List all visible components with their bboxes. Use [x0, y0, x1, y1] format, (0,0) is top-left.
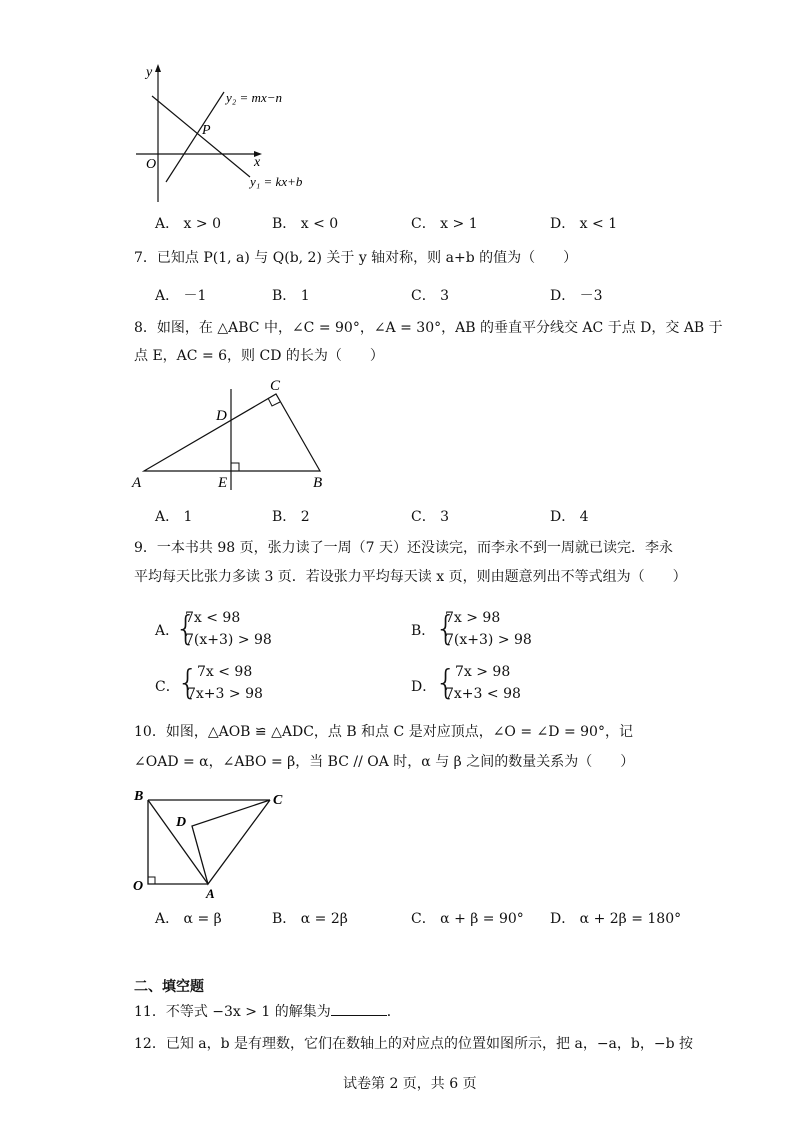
- q6-line1-label: y₁ = kx+b: [250, 174, 303, 189]
- q8-text-line2: 点 E，AC = 6，则 CD 的长为（ ）: [134, 348, 384, 364]
- q6-origin-label: O: [146, 157, 157, 172]
- q10-label-c: C: [273, 793, 283, 808]
- q9-option-c-label: C．: [155, 679, 180, 695]
- q10-option-a[interactable]: A． α = β: [155, 911, 222, 927]
- q9-option-c-ineq2: 7x+3 > 98: [187, 686, 263, 702]
- q9-option-c-ineq1: 7x < 98: [197, 664, 253, 680]
- q10-label-a: A: [206, 886, 215, 901]
- q8-option-d[interactable]: D． 4: [550, 509, 589, 525]
- q12-text: 12．已知 a，b 是有理数，它们在数轴上的对应点的位置如图所示，把 a，−a，b，−b 按: [134, 1036, 693, 1052]
- q9-option-a-ineq2: 7(x+3) > 98: [185, 632, 272, 648]
- q7-option-a[interactable]: A． －1: [155, 288, 207, 304]
- q9-option-d-ineq2: 7x+3 < 98: [445, 686, 521, 702]
- brace-icon: {: [175, 609, 197, 649]
- q9-option-b-ineq2: 7(x+3) > 98: [445, 632, 532, 648]
- q8-figure: [130, 374, 340, 494]
- q8-text-line1: 8．如图，在 △ABC 中，∠C = 90°，∠A = 30°，AB 的垂直平分线交 AC 于点 D，交 AB 于: [134, 320, 723, 336]
- q9-option-d-ineq1: 7x > 98: [455, 664, 511, 680]
- q8-label-d: D: [216, 408, 227, 424]
- q8-option-b[interactable]: B． 2: [272, 509, 310, 525]
- q6-y-axis-label: y: [146, 65, 153, 80]
- q9-option-b-label: B．: [411, 623, 436, 639]
- q10-label-b: B: [134, 789, 144, 804]
- q10-figure: [130, 788, 300, 901]
- q6-figure: [130, 62, 303, 202]
- q6-p-label: P: [202, 123, 211, 138]
- q11-text-after: ．: [386, 1004, 401, 1020]
- q9-option-d-label: D．: [411, 679, 437, 695]
- q11-text: [134, 1002, 401, 1022]
- q10-label-d: D: [176, 815, 187, 830]
- q10-text-line1: 10．如图，△AOB ≌ △ADC，点 B 和点 C 是对应顶点，∠O = ∠D = 90°，记: [134, 724, 633, 740]
- q9-text-line2: 平均每天比张力多读 3 页．若设张力平均每天读 x 页，则由题意列出不等式组为（ ）: [134, 569, 687, 585]
- q11-answer-blank[interactable]: [331, 1003, 387, 1016]
- q7-option-d[interactable]: D． －3: [550, 288, 603, 304]
- q6-option-d[interactable]: D． x < 1: [550, 216, 618, 232]
- brace-icon: {: [435, 663, 457, 703]
- page-footer: 试卷第 2 页，共 6 页: [343, 1076, 477, 1092]
- q8-label-a: A: [132, 475, 142, 491]
- q11-text-before: 11．不等式 −3x > 1 的解集为: [134, 1004, 331, 1020]
- q7-text: 7．已知点 P(1, a) 与 Q(b, 2) 关于 y 轴对称，则 a+b 的值为（ ）: [134, 250, 578, 266]
- q7-option-b[interactable]: B． 1: [272, 288, 310, 304]
- brace-icon: {: [435, 609, 457, 649]
- q6-option-c[interactable]: C． x > 1: [411, 216, 478, 232]
- q9-option-a-ineq1: 7x < 98: [185, 610, 241, 626]
- section-title: 二、填空题: [134, 979, 204, 995]
- q9-option-a-label: A．: [155, 623, 180, 639]
- q8-label-b: B: [313, 475, 323, 491]
- q9-option-c[interactable]: [155, 664, 355, 710]
- q6-option-a[interactable]: A． x > 0: [155, 216, 221, 232]
- q9-option-d[interactable]: [411, 664, 611, 710]
- q6-line2-label: y₂ = mx−n: [226, 90, 282, 105]
- q6-option-b[interactable]: B． x < 0: [272, 216, 339, 232]
- q8-option-c[interactable]: C． 3: [411, 509, 450, 525]
- q9-text-line1: 9．一本书共 98 页，张力读了一周（7 天）还没读完，而李永不到一周就已读完．李永: [134, 540, 673, 556]
- q9-option-b[interactable]: [411, 610, 611, 656]
- q10-option-c[interactable]: C． α + β = 90°: [411, 911, 524, 927]
- q7-option-c[interactable]: C． 3: [411, 288, 450, 304]
- q10-option-d[interactable]: D． α + 2β = 180°: [550, 911, 682, 927]
- q9-option-b-ineq1: 7x > 98: [445, 610, 501, 626]
- q8-option-a[interactable]: A． 1: [155, 509, 193, 525]
- q10-option-b[interactable]: B． α = 2β: [272, 911, 348, 927]
- q6-x-axis-label: x: [254, 155, 261, 170]
- q10-text-line2: ∠OAD = α，∠ABO = β，当 BC // OA 时，α 与 β 之间的数量关系为（ ）: [134, 754, 635, 770]
- q10-label-o: O: [133, 879, 144, 894]
- q8-label-c: C: [270, 378, 281, 394]
- q9-option-a[interactable]: [155, 610, 355, 656]
- q8-label-e: E: [218, 475, 228, 491]
- brace-icon: {: [177, 663, 199, 703]
